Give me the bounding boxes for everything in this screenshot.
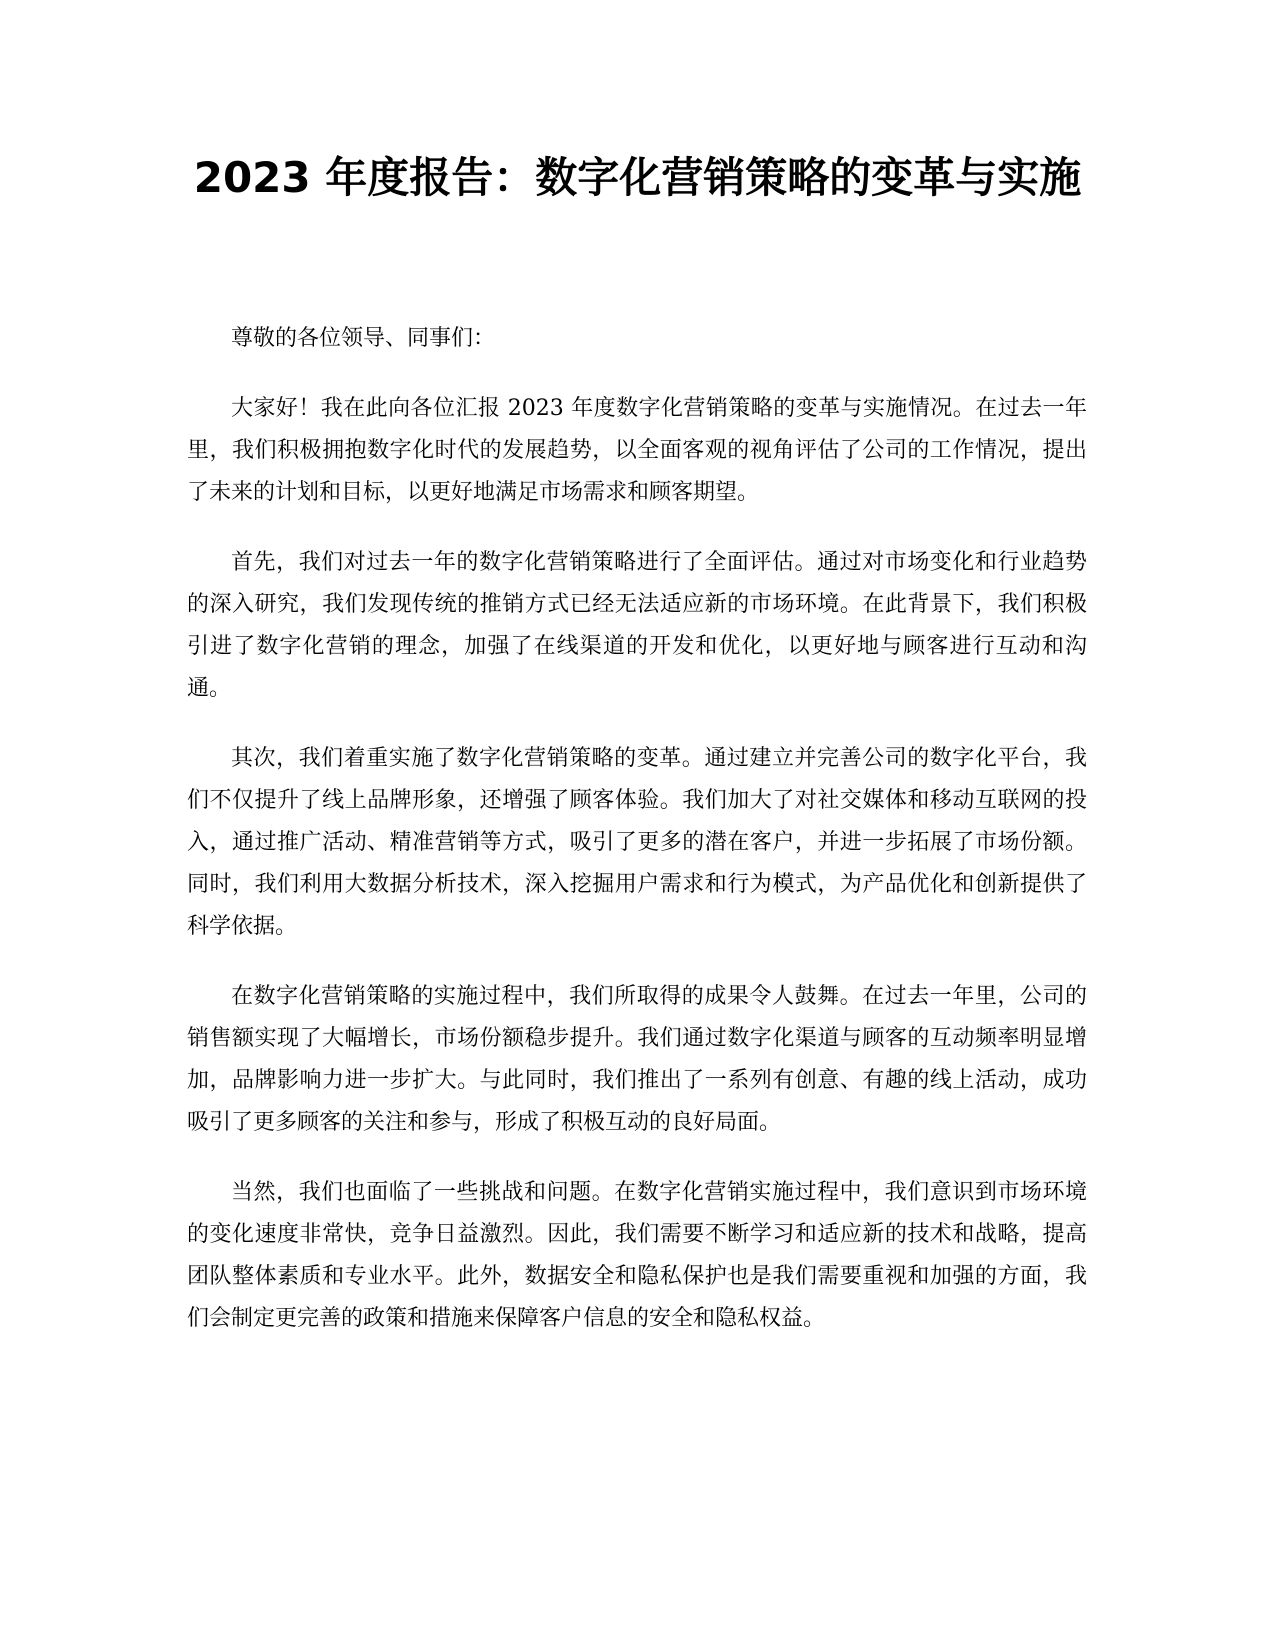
paragraph-salutation: 尊敬的各位领导、同事们： (231, 326, 496, 351)
document-body (187, 318, 1087, 1368)
paragraph-results: 在数字化营销策略的实施过程中，我们所取得的成果令人鼓舞。在过去一年里，公司的销售额实现了大幅增长，市场份额稳步提升。我们通过数字化渠道与顾客的互动频率明显增加，品牌影响力进一步扩大。与此同时，我们推出了一系列有创意、有趣的线上活动，成功吸引了更多顾客的关注和参与，形成了积极互动的良好局面。 (187, 984, 1087, 1135)
paragraph-challenges: 当然，我们也面临了一些挑战和问题。在数字化营销实施过程中，我们意识到市场环境的变化速度非常快，竞争日益激烈。因此，我们需要不断学习和适应新的技术和战略，提高团队整体素质和专业水平。此外，数据安全和隐私保护也是我们需要重视和加强的方面，我们会制定更完善的政策和措施来保障客户信息的安全和隐私权益。 (187, 1180, 1087, 1331)
paragraph-evaluation: 首先，我们对过去一年的数字化营销策略进行了全面评估。通过对市场变化和行业趋势的深入研究，我们发现传统的推销方式已经无法适应新的市场环境。在此背景下，我们积极引进了数字化营销的理念，加强了在线渠道的开发和优化，以更好地与顾客进行互动和沟通。 (187, 550, 1087, 701)
paragraph-intro: 大家好！我在此向各位汇报 2023 年度数字化营销策略的变革与实施情况。在过去一年里，我们积极拥抱数字化时代的发展趋势，以全面客观的视角评估了公司的工作情况，提出了未来的计划和目标，以更好地满足市场需求和顾客期望。 (187, 396, 1087, 505)
document-title: 2023 年度报告：数字化营销策略的变革与实施 (193, 153, 1082, 202)
paragraph-implementation: 其次，我们着重实施了数字化营销策略的变革。通过建立并完善公司的数字化平台，我们不仅提升了线上品牌形象，还增强了顾客体验。我们加大了对社交媒体和移动互联网的投入，通过推广活动、精准营销等方式，吸引了更多的潜在客户，并进一步拓展了市场份额。同时，我们利用大数据分析技术，深入挖掘用户需求和行为模式，为产品优化和创新提供了科学依据。 (187, 746, 1087, 939)
